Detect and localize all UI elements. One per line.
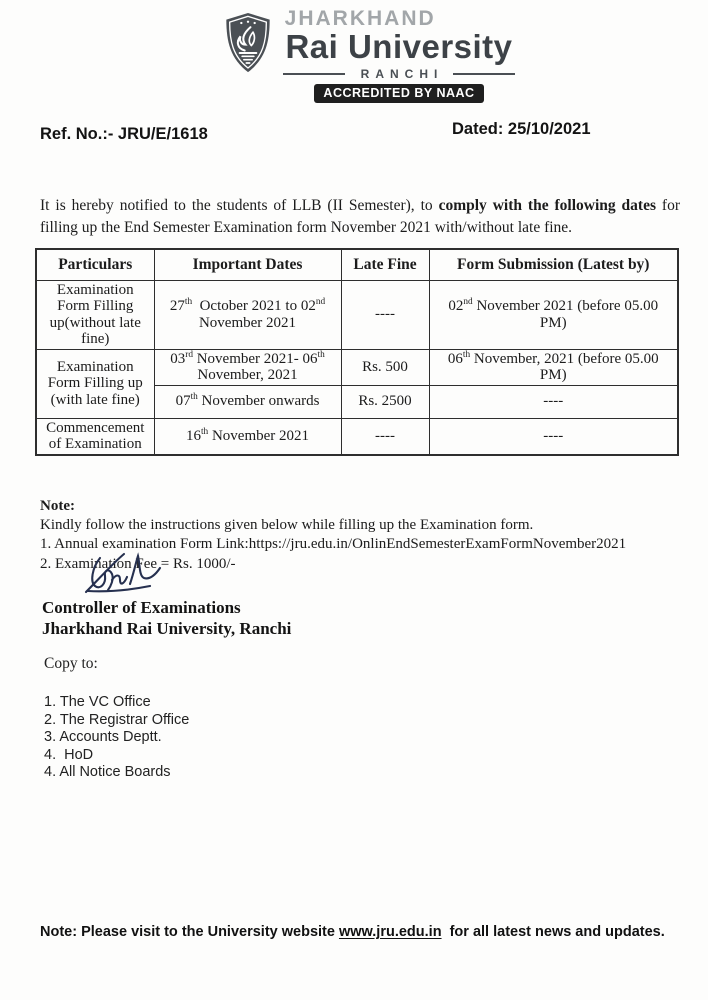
footer-post: for all latest news and updates. — [441, 924, 665, 940]
right-rule — [453, 73, 515, 75]
note-item-exam-fee: 2. Examination Fee = Rs. 1000/- — [40, 555, 236, 572]
signatory-org: Jharkhand Rai University, Ranchi — [42, 619, 292, 639]
cell-dates: 03rd November 2021- 06th November, 2021 — [154, 349, 341, 385]
intro-post: for filling up the End Semester Examination form November 2021 with/without late fine. — [40, 197, 680, 237]
intro-emphasis: comply with the following dates — [438, 197, 656, 214]
col-header-important-dates: Important Dates — [154, 249, 341, 280]
brand-city: RANCHI — [360, 67, 444, 81]
copy-to-list — [44, 694, 189, 782]
table-header-row — [36, 249, 678, 280]
cell-particulars: Examination Form Filling up (with late fine) — [36, 349, 154, 418]
brand-city-row — [283, 67, 516, 81]
footer-pre: Note: Please visit to the University website — [40, 924, 339, 940]
cell-late-fine: Rs. 500 — [341, 349, 429, 385]
form-link-label: 1. Annual examination Form Link: — [40, 536, 249, 553]
exam-schedule-table — [35, 248, 679, 456]
notice-date: Dated: 25/10/2021 — [452, 120, 591, 138]
cell-particulars: Commencement of Examination — [36, 418, 154, 455]
cell-submission: 06th November, 2021 (before 05.00 PM) — [429, 349, 678, 385]
copy-to-label: Copy to: — [44, 655, 98, 672]
cell-submission: ---- — [429, 385, 678, 418]
list-item: 4. All Notice Boards — [44, 764, 171, 780]
cell-particulars: Examination Form Filling up(without late fine) — [36, 280, 154, 349]
naac-accreditation-badge: ACCREDITED BY NAAC — [314, 84, 483, 103]
list-item: 3. Accounts Deptt. — [44, 729, 162, 745]
university-website-link[interactable]: www.jru.edu.in — [338, 924, 442, 940]
cell-late-fine: Rs. 2500 — [341, 385, 429, 418]
brand-state-name: JHARKHAND — [284, 7, 436, 30]
left-rule — [283, 73, 345, 75]
signatory-block — [42, 597, 291, 640]
table-row — [36, 349, 678, 385]
col-header-late-fine: Late Fine — [341, 249, 429, 280]
table-row — [36, 280, 678, 349]
list-item: 4. HoD — [44, 746, 94, 763]
cell-dates: 16th November 2021 — [154, 418, 341, 455]
cell-late-fine: ---- — [341, 418, 429, 455]
brand-university-name: Rai University — [285, 28, 513, 65]
note-intro-line: Kindly follow the instructions given below while filling up the Examination form. — [40, 517, 534, 534]
cell-dates: 27th October 2021 to 02nd November 2021 — [154, 280, 341, 349]
cell-dates: 07th November onwards — [154, 385, 341, 418]
exam-form-link[interactable]: https://jru.edu.in/OnlinEndSemesterExamFormNovember2021 — [248, 536, 627, 553]
list-item: 2. The Registrar Office — [44, 711, 190, 728]
list-item: 1. The VC Office — [44, 694, 151, 710]
signatory-title: Controller of Examinations — [42, 598, 241, 617]
col-header-particulars: Particulars — [36, 249, 154, 280]
intro-pre: It is hereby notified to the students of LLB (II Semester), to — [40, 197, 439, 214]
note-title: Note: — [40, 498, 75, 514]
cell-late-fine: ---- — [341, 280, 429, 349]
footer-note — [40, 924, 680, 940]
cell-submission: ---- — [429, 418, 678, 455]
col-header-form-submission: Form Submission (Latest by) — [429, 249, 678, 280]
letterhead — [0, 8, 708, 103]
cell-submission: 02nd November 2021 (before 05.00 PM) — [429, 280, 678, 349]
university-shield-logo-icon — [223, 12, 273, 74]
notice-body-paragraph — [40, 195, 680, 240]
reference-number: Ref. No.:- JRU/E/1618 — [40, 125, 208, 143]
table-row — [36, 418, 678, 455]
